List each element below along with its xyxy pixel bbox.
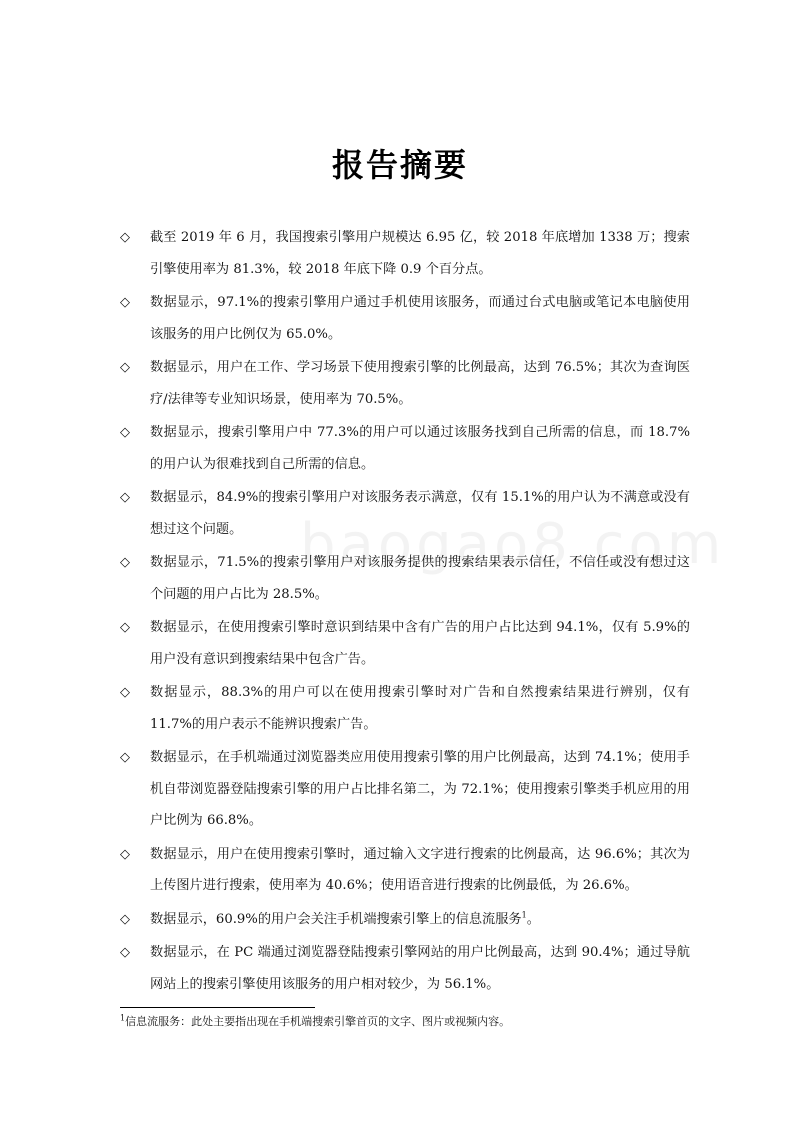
summary-item bbox=[120, 352, 690, 415]
summary-item-text: 数据显示，用户在工作、学习场景下使用搜索引擎的比例最高，达到 76.5%；其次为查询医疗/法律等专业知识场景，使用率为 70.5%。 bbox=[150, 360, 690, 407]
summary-item bbox=[120, 904, 690, 936]
summary-item bbox=[120, 222, 690, 285]
diamond-bullet-icon: ◇ bbox=[120, 911, 130, 927]
summary-item-text: 数据显示，71.5%的搜索引擎用户对该服务提供的搜索结果表示信任，不信任或没有想过这个问题的用户占比为 28.5%。 bbox=[150, 555, 690, 602]
diamond-bullet-icon: ◇ bbox=[120, 620, 130, 635]
summary-item-text: 数据显示，搜索引擎用户中 77.3%的用户可以通过该服务找到自己所需的信息，而 18.7%的用户认为很难找到自己所需的信息。 bbox=[150, 425, 690, 472]
summary-item bbox=[120, 482, 690, 545]
summary-item bbox=[120, 287, 690, 350]
footnote-reference[interactable]: 1 bbox=[521, 910, 527, 920]
footnote bbox=[120, 1014, 700, 1030]
diamond-bullet-icon: ◇ bbox=[120, 295, 130, 310]
summary-item-text-body: 数据显示，60.9%的用户会关注手机端搜索引擎上的信息流服务 bbox=[150, 911, 522, 927]
diamond-bullet-icon: ◇ bbox=[120, 750, 130, 765]
summary-item-text: 数据显示，用户在使用搜索引擎时，通过输入文字进行搜索的比例最高，达 96.6%；其次为上传图片进行搜索，使用率为 40.6%；使用语音进行搜索的比例最低，为 26.6%。 bbox=[150, 846, 690, 893]
page-title: 报告摘要 bbox=[331, 146, 468, 184]
diamond-bullet-icon: ◇ bbox=[120, 360, 130, 375]
summary-list bbox=[120, 222, 690, 1002]
diamond-bullet-icon: ◇ bbox=[120, 490, 130, 505]
summary-item-text: 数据显示，88.3%的用户可以在使用搜索引擎时对广告和自然搜索结果进行辨别，仅有 11.7%的用户表示不能辨识搜索广告。 bbox=[150, 685, 690, 732]
summary-item bbox=[120, 839, 690, 902]
diamond-bullet-icon: ◇ bbox=[120, 846, 130, 862]
diamond-bullet-icon: ◇ bbox=[120, 945, 130, 960]
summary-item-text: 数据显示，97.1%的搜索引擎用户通过手机使用该服务，而通过台式电脑或笔记本电脑使用该服务的用户比例仅为 65.0%。 bbox=[150, 295, 690, 342]
summary-item bbox=[120, 677, 690, 740]
footnote-divider bbox=[120, 1007, 315, 1008]
summary-item bbox=[120, 612, 690, 675]
diamond-bullet-icon: ◇ bbox=[120, 555, 130, 570]
summary-item bbox=[120, 547, 690, 610]
summary-item-text bbox=[150, 904, 690, 936]
summary-item-text: 截至 2019 年 6 月，我国搜索引擎用户规模达 6.95 亿，较 2018 年底增加 1338 万；搜索引擎使用率为 81.3%，较 2018 年底下降 0.9 个百分点。 bbox=[150, 230, 690, 277]
summary-item-text: 数据显示，在手机端通过浏览器类应用使用搜索引擎的用户比例最高，达到 74.1%；使用手机自带浏览器登陆搜索引擎的用户占比排名第二，为 72.1%；使用搜索引擎类手机应用的用户比例为 66.8%。 bbox=[150, 750, 690, 828]
summary-item-text-tail: 。 bbox=[526, 911, 540, 927]
summary-item-text: 数据显示，在使用搜索引擎时意识到结果中含有广告的用户占比达到 94.1%，仅有 5.9%的用户没有意识到搜索结果中包含广告。 bbox=[150, 620, 690, 667]
summary-item bbox=[120, 417, 690, 480]
footnote-text: 信息流服务：此处主要指出现在手机端搜索引擎首页的文字、图片或视频内容。 bbox=[125, 1015, 511, 1028]
summary-item bbox=[120, 742, 690, 837]
summary-item-text: 数据显示，84.9%的搜索引擎用户对该服务表示满意，仅有 15.1%的用户认为不满意或没有想过这个问题。 bbox=[150, 490, 690, 537]
diamond-bullet-icon: ◇ bbox=[120, 230, 130, 245]
diamond-bullet-icon: ◇ bbox=[120, 425, 130, 440]
diamond-bullet-icon: ◇ bbox=[120, 685, 130, 700]
summary-item bbox=[120, 937, 690, 1000]
footnote-marker: 1 bbox=[120, 1013, 126, 1023]
summary-item-text: 数据显示，在 PC 端通过浏览器登陆搜索引擎网站的用户比例最高，达到 90.4%；通过导航网站上的搜索引擎使用该服务的用户相对较少，为 56.1%。 bbox=[150, 945, 690, 992]
